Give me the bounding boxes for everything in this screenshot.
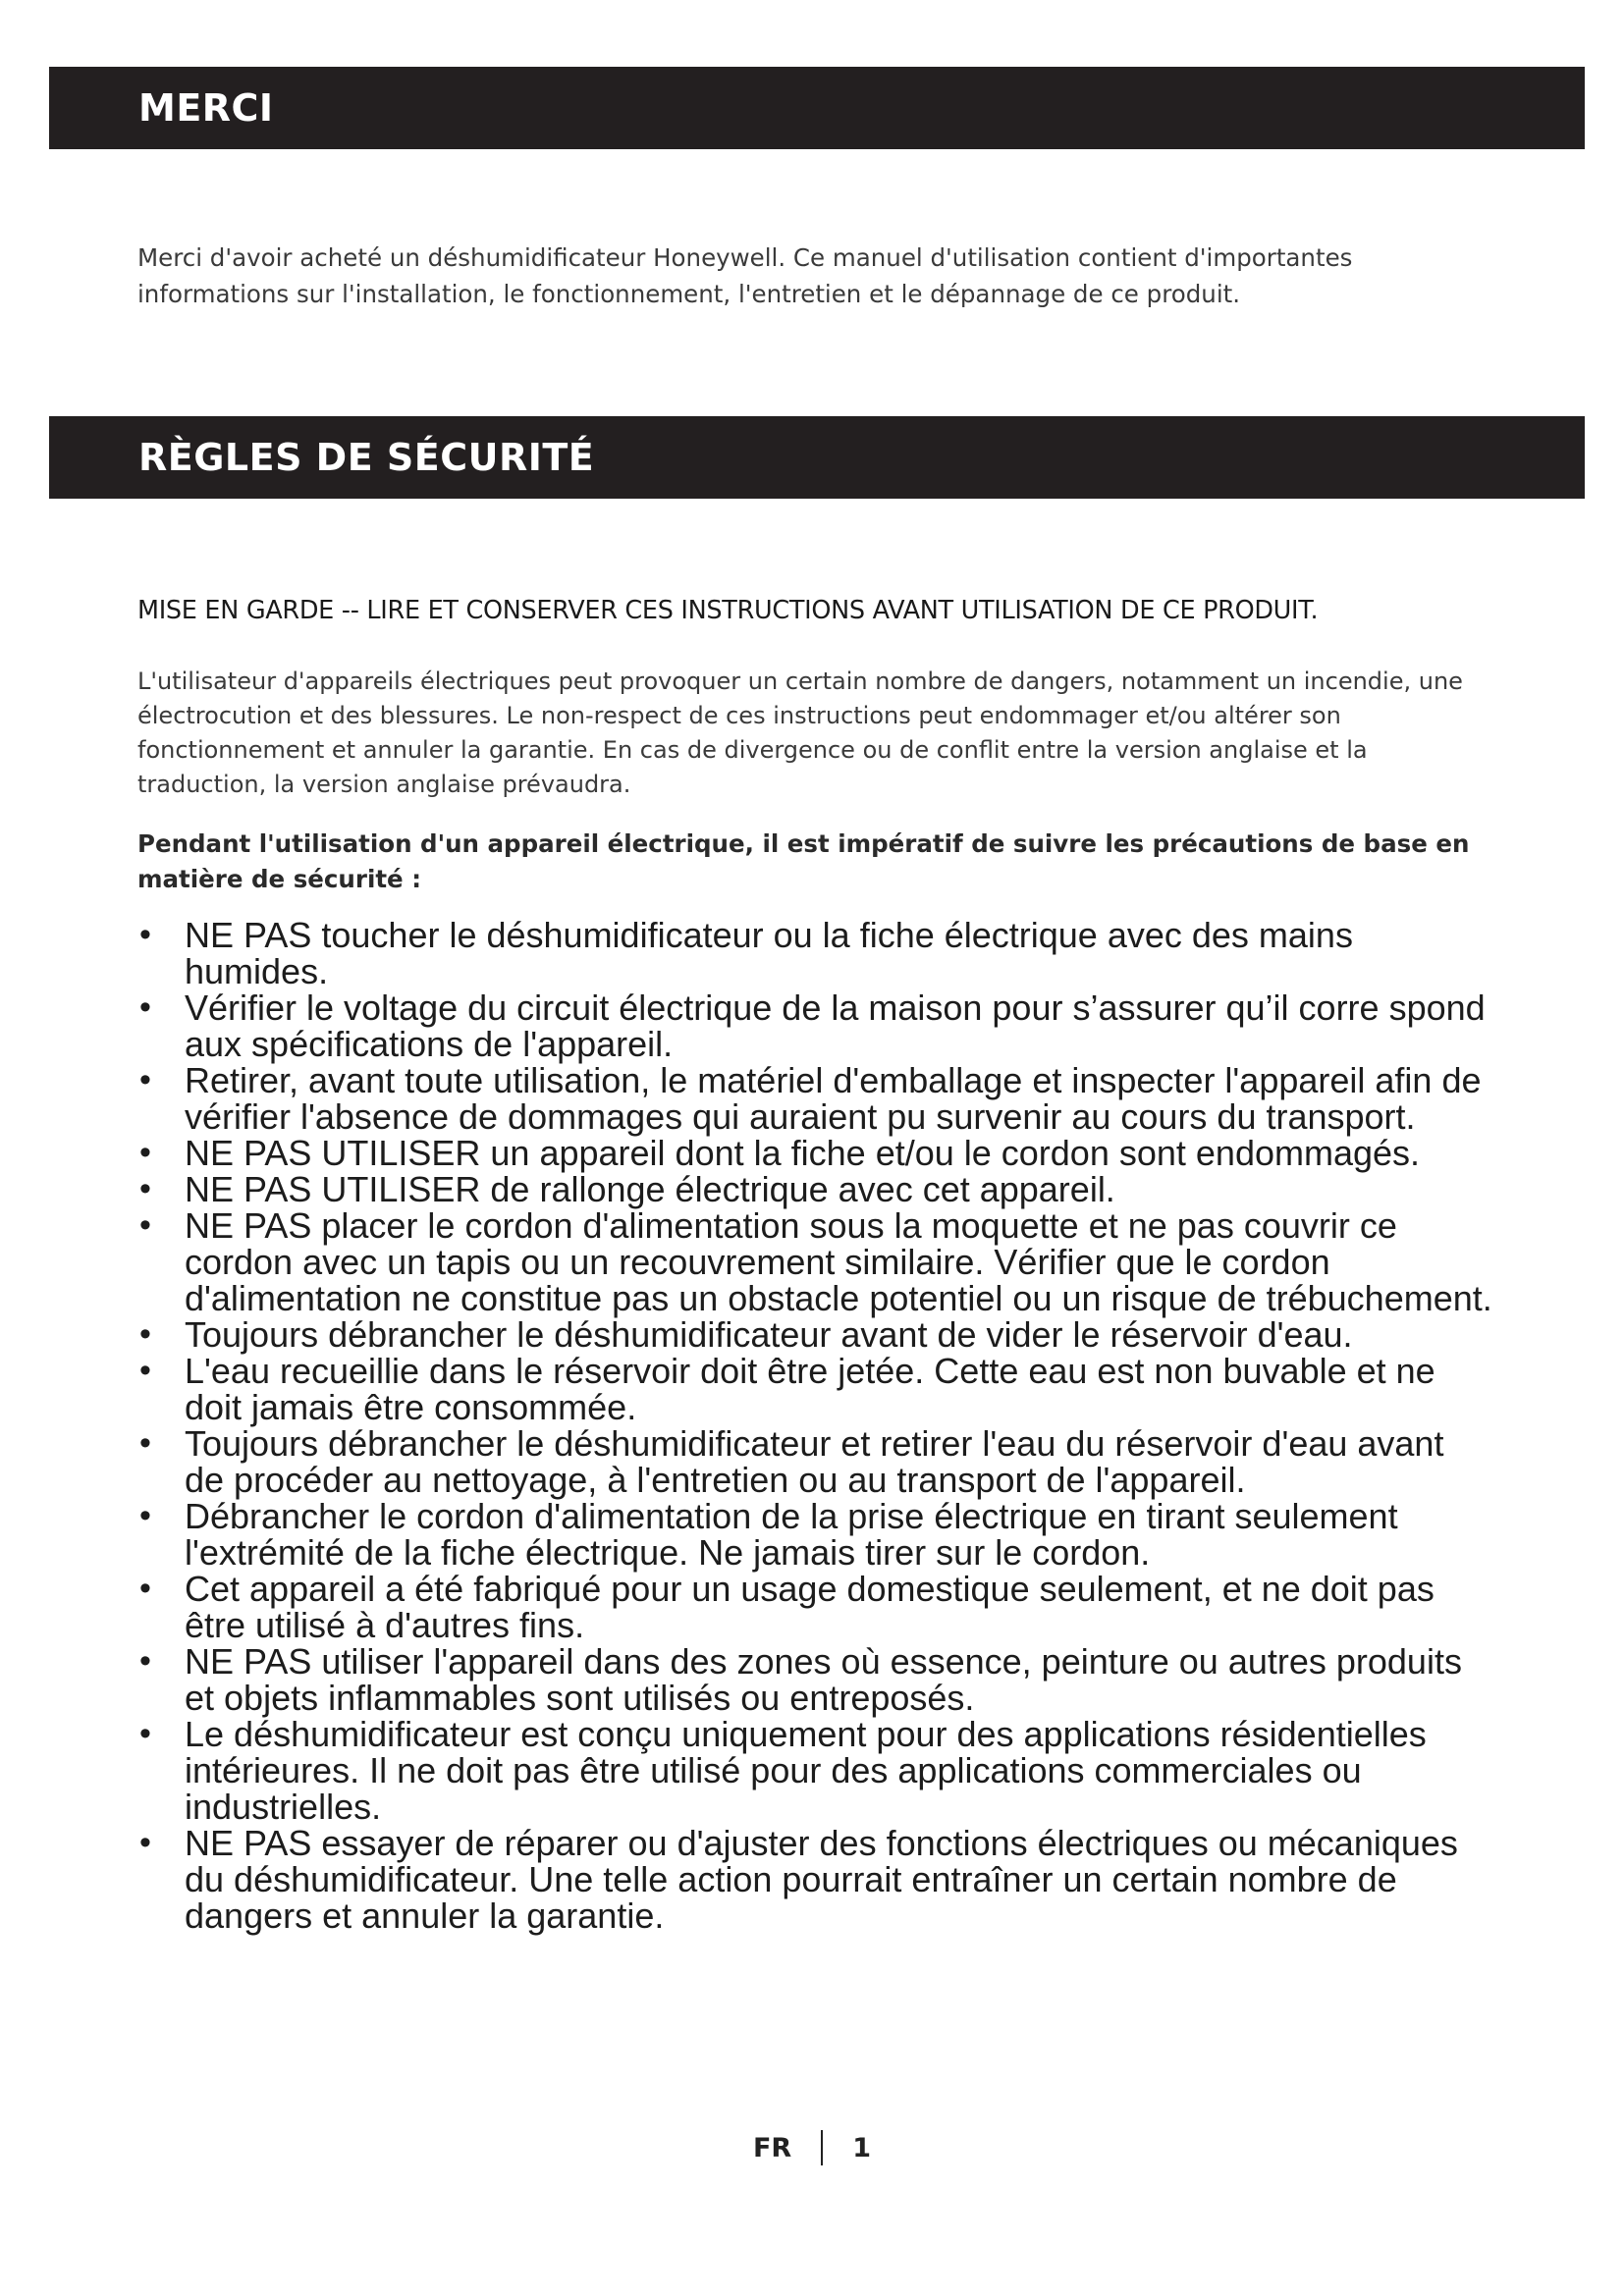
merci-title: MERCI — [138, 86, 274, 130]
safety-rule-item — [137, 917, 1492, 989]
safety-rule-item — [137, 1716, 1492, 1825]
bullet-icon: • — [139, 1824, 151, 1861]
safety-rule-item — [137, 1353, 1492, 1425]
safety-rule-text: Le déshumidificateur est conçu uniquement pour des applications résidentielles intérieures. Il ne doit pas être utilisé pour des applications commerciales ou industrielles. — [185, 1714, 1427, 1827]
safety-rule-text: NE PAS placer le cordon d'alimentation sous la moquette et ne pas couvrir ce cordon avec un tapis ou un recouvrement similaire. Vérifier que le cordon d'alimentation ne constitue pas un obstacle potentiel ou un risque de trébuchement. — [185, 1205, 1492, 1318]
bullet-icon: • — [139, 1352, 151, 1389]
language-code: FR — [752, 2132, 792, 2163]
bullet-icon: • — [139, 1497, 151, 1534]
bullet-icon: • — [139, 1642, 151, 1680]
bullet-icon: • — [139, 1315, 151, 1353]
bullet-icon: • — [139, 1715, 151, 1752]
page-number: 1 — [852, 2132, 872, 2163]
bullet-icon: • — [139, 988, 151, 1026]
warning-heading: MISE EN GARDE -- LIRE ET CONSERVER CES INSTRUCTIONS AVANT UTILISATION DE CE PRODUIT. — [137, 596, 1319, 625]
bullet-icon: • — [139, 1424, 151, 1462]
safety-rule-text: NE PAS essayer de réparer ou d'ajuster des fonctions électriques ou mécaniques du déshumidificateur. Une telle action pourrait entraîner un certain nombre de dangers et annuler la garantie. — [185, 1823, 1458, 1936]
securite-header-bar — [49, 416, 1585, 499]
safety-rule-text: Vérifier le voltage du circuit électrique de la maison pour s’assurer qu’il corre spond aux spécifications de l'appareil. — [185, 988, 1486, 1064]
safety-rule-text: NE PAS UTILISER de rallonge électrique avec cet appareil. — [185, 1169, 1115, 1209]
bullet-icon: • — [139, 1134, 151, 1171]
merci-intro-paragraph: Merci d'avoir acheté un déshumidificateur Honeywell. Ce manuel d'utilisation contient d'importantes informations sur l'installation, le fonctionnement, l'entretien et le dépannage de ce produit. — [137, 243, 1353, 308]
safety-rule-item — [137, 1207, 1492, 1316]
bullet-icon: • — [139, 1570, 151, 1607]
safety-rule-item — [137, 1316, 1492, 1353]
safety-rule-item — [137, 1643, 1492, 1716]
safety-rule-item — [137, 1062, 1492, 1135]
safety-rule-text: NE PAS toucher le déshumidificateur ou la fiche électrique avec des mains humides. — [185, 915, 1353, 991]
warning-paragraph: L'utilisateur d'appareils électriques peut provoquer un certain nombre de dangers, notamment un incendie, une électrocution et des blessures. Le non-respect de ces instructions peut endommager et/ou altérer son fonctionnement et annuler la garantie. En cas de divergence ou de conflit entre la version anglaise et la traduction, la version anglaise prévaudra. — [137, 667, 1463, 798]
safety-rule-text: NE PAS utiliser l'appareil dans des zones où essence, peinture ou autres produits et objets inflammables sont utilisés ou entreposés. — [185, 1641, 1462, 1718]
page-footer — [0, 2130, 1624, 2165]
merci-header-bar — [49, 67, 1585, 149]
safety-rule-item — [137, 1171, 1492, 1207]
bullet-icon: • — [139, 916, 151, 953]
safety-rules-list — [137, 917, 1492, 1934]
precaution-intro: Pendant l'utilisation d'un appareil électrique, il est impératif de suivre les précautions de base en matière de sécurité : — [137, 829, 1470, 893]
safety-rule-item — [137, 1498, 1492, 1571]
bullet-icon: • — [139, 1206, 151, 1244]
footer-divider — [821, 2130, 823, 2165]
safety-rule-item — [137, 989, 1492, 1062]
safety-rule-text: Retirer, avant toute utilisation, le matériel d'emballage et inspecter l'appareil afin de vérifier l'absence de dommages qui auraient pu survenir au cours du transport. — [185, 1060, 1482, 1137]
safety-rule-text: Cet appareil a été fabriqué pour un usage domestique seulement, et ne doit pas être utilisé à d'autres fins. — [185, 1569, 1435, 1645]
bullet-icon: • — [139, 1170, 151, 1207]
safety-rule-text: NE PAS UTILISER un appareil dont la fiche et/ou le cordon sont endommagés. — [185, 1133, 1421, 1173]
safety-rule-item — [137, 1135, 1492, 1171]
bullet-icon: • — [139, 1061, 151, 1098]
safety-rule-text: L'eau recueillie dans le réservoir doit être jetée. Cette eau est non buvable et ne doit jamais être consommée. — [185, 1351, 1435, 1427]
safety-rule-text: Débrancher le cordon d'alimentation de la prise électrique en tirant seulement l'extrémité de la fiche électrique. Ne jamais tirer sur le cordon. — [185, 1496, 1398, 1573]
securite-title: RÈGLES DE SÉCURITÉ — [138, 436, 595, 479]
safety-rule-item — [137, 1825, 1492, 1934]
safety-rule-item — [137, 1425, 1492, 1498]
safety-rule-item — [137, 1571, 1492, 1643]
safety-rule-text: Toujours débrancher le déshumidificateur et retirer l'eau du réservoir d'eau avant de procéder au nettoyage, à l'entretien ou au transport de l'appareil. — [185, 1423, 1444, 1500]
safety-rule-text: Toujours débrancher le déshumidificateur avant de vider le réservoir d'eau. — [185, 1314, 1353, 1355]
